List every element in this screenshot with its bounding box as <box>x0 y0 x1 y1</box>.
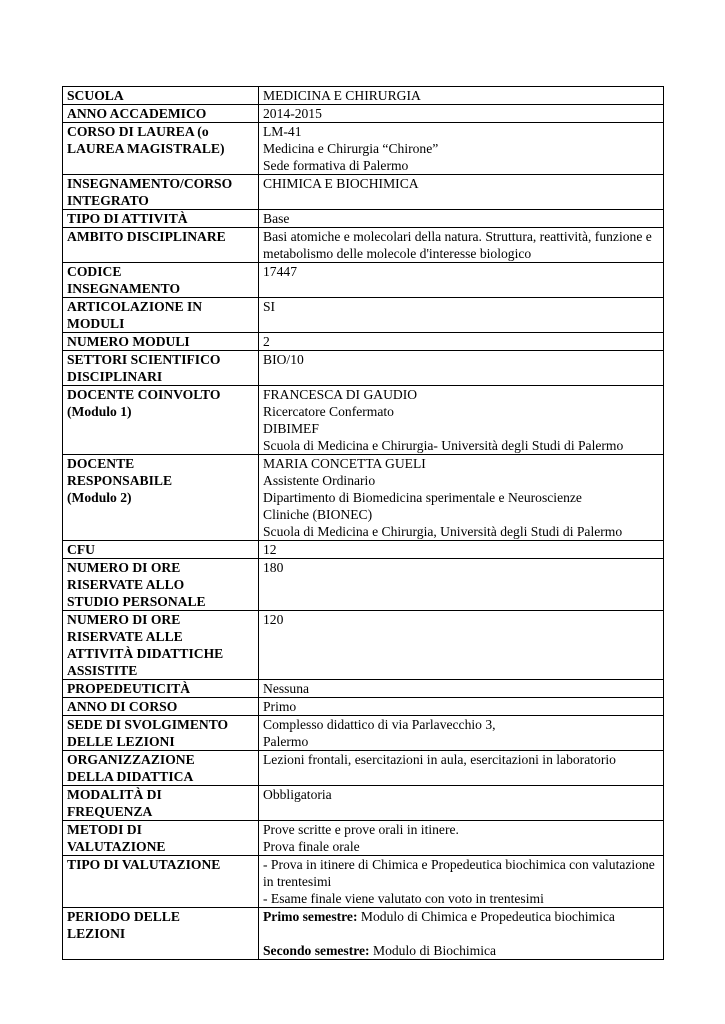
label-line: TIPO DI ATTIVITÀ <box>67 211 188 226</box>
value-line: Palermo <box>263 734 309 749</box>
row-value <box>259 263 664 298</box>
value-line: 120 <box>263 612 284 627</box>
value-line: Scuola di Medicina e Chirurgia, Università degli Studi di Palermo <box>263 524 623 539</box>
table-row <box>63 821 664 856</box>
row-label <box>63 333 259 351</box>
label-line: CFU <box>67 542 95 557</box>
value-line: 12 <box>263 542 277 557</box>
value-line: DIBIMEF <box>263 421 319 436</box>
value-line: 180 <box>263 560 284 575</box>
table-row <box>63 716 664 751</box>
label-line: ASSISTITE <box>67 663 138 678</box>
table-row <box>63 455 664 541</box>
label-line: VALUTAZIONE <box>67 839 166 854</box>
secondo-semestre-text: Modulo di Biochimica <box>369 943 497 958</box>
label-line: LEZIONI <box>67 926 126 941</box>
label-line: SETTORI SCIENTIFICO <box>67 352 221 367</box>
table-row <box>63 333 664 351</box>
label-line: ORGANIZZAZIONE <box>67 752 195 767</box>
row-value <box>259 541 664 559</box>
row-value <box>259 105 664 123</box>
table-row <box>63 123 664 175</box>
table-row <box>63 87 664 105</box>
table-row <box>63 386 664 455</box>
secondo-semestre-key: Secondo semestre: <box>263 943 370 958</box>
label-line: PERIODO DELLE <box>67 909 180 924</box>
value-line: Nessuna <box>263 681 310 696</box>
row-value <box>259 716 664 751</box>
table-row <box>63 210 664 228</box>
row-value <box>259 559 664 611</box>
row-label <box>63 786 259 821</box>
value-line: Prove scritte e prove orali in itinere. <box>263 822 459 837</box>
row-label <box>63 908 259 960</box>
value-line: Sede formativa di Palermo <box>263 158 409 173</box>
value-line: Obbligatoria <box>263 787 332 802</box>
primo-semestre-line <box>263 908 660 925</box>
value-line: Complesso didattico di via Parlavecchio 3, <box>263 717 496 732</box>
course-info-rows <box>63 87 664 908</box>
label-line: CORSO DI LAUREA (o <box>67 124 209 139</box>
table-row <box>63 786 664 821</box>
row-label <box>63 105 259 123</box>
table-row <box>63 298 664 333</box>
value-line: Primo <box>263 699 297 714</box>
label-line: MODULI <box>67 316 125 331</box>
label-line: INSEGNAMENTO <box>67 281 181 296</box>
row-label <box>63 298 259 333</box>
row-value <box>259 611 664 680</box>
value-line: Medicina e Chirurgia “Chirone” <box>263 141 439 156</box>
label-line: ATTIVITÀ DIDATTICHE <box>67 646 224 661</box>
periodo-section <box>63 908 664 960</box>
row-value <box>259 228 664 263</box>
course-info-sheet <box>62 86 663 960</box>
value-line: MARIA CONCETTA GUELI <box>263 456 426 471</box>
row-value <box>259 751 664 786</box>
value-line: Lezioni frontali, esercitazioni in aula, esercitazioni in laboratorio <box>263 752 616 767</box>
row-value <box>259 455 664 541</box>
row-label <box>63 210 259 228</box>
table-row <box>63 856 664 908</box>
label-line: INTEGRATO <box>67 193 149 208</box>
row-label <box>63 856 259 908</box>
row-value <box>259 386 664 455</box>
value-line: 17447 <box>263 264 297 279</box>
course-info-table <box>62 86 664 960</box>
row-value <box>259 821 664 856</box>
row-value <box>259 908 664 960</box>
row-label <box>63 611 259 680</box>
label-line: RISERVATE ALLE <box>67 629 183 644</box>
row-label <box>63 263 259 298</box>
label-line: (Modulo 1) <box>67 404 132 419</box>
label-line: DISCIPLINARI <box>67 369 163 384</box>
row-label <box>63 175 259 210</box>
value-line: FRANCESCA DI GAUDIO <box>263 387 418 402</box>
row-label <box>63 228 259 263</box>
row-periodo-delle-lezioni <box>63 908 664 960</box>
value-line: 2014-2015 <box>263 106 322 121</box>
label-line: LAUREA MAGISTRALE) <box>67 141 225 156</box>
table-row <box>63 698 664 716</box>
value-line: Basi atomiche e molecolari della natura. Struttura, reattività, funzione e metabolismo delle molecole d'interesse biologico <box>263 229 652 261</box>
row-value <box>259 856 664 908</box>
row-label <box>63 87 259 105</box>
row-value <box>259 298 664 333</box>
label-line: DOCENTE COINVOLTO <box>67 387 221 402</box>
secondo-semestre-line <box>263 942 660 959</box>
label-line: TIPO DI VALUTAZIONE <box>67 857 221 872</box>
label-line: NUMERO MODULI <box>67 334 190 349</box>
value-line: MEDICINA E CHIRURGIA <box>263 88 421 103</box>
label-line: DELLA DIDATTICA <box>67 769 194 784</box>
label-line: PROPEDEUTICITÀ <box>67 681 191 696</box>
value-line: CHIMICA E BIOCHIMICA <box>263 176 419 191</box>
table-row <box>63 228 664 263</box>
row-value <box>259 87 664 105</box>
value-line: - Prova in itinere di Chimica e Propedeutica biochimica con valutazione in trentesimi <box>263 857 655 889</box>
value-line: LM-41 <box>263 124 302 139</box>
value-line: BIO/10 <box>263 352 304 367</box>
row-value <box>259 351 664 386</box>
label-line: ARTICOLAZIONE IN <box>67 299 203 314</box>
value-line: Base <box>263 211 290 226</box>
table-row <box>63 611 664 680</box>
row-label <box>63 821 259 856</box>
row-value <box>259 210 664 228</box>
label-line: SEDE DI SVOLGIMENTO <box>67 717 229 732</box>
row-label <box>63 541 259 559</box>
row-value <box>259 786 664 821</box>
label-line: SCUOLA <box>67 88 124 103</box>
label-line: DELLE LEZIONI <box>67 734 175 749</box>
row-label <box>63 751 259 786</box>
value-line: 2 <box>263 334 270 349</box>
label-line: RESPONSABILE <box>67 473 173 488</box>
value-line: Scuola di Medicina e Chirurgia- Università degli Studi di Palermo <box>263 438 624 453</box>
value-line: - Esame finale viene valutato con voto in trentesimi <box>263 891 544 906</box>
label-line: ANNO ACCADEMICO <box>67 106 207 121</box>
primo-semestre-text: Modulo di Chimica e Propedeutica biochimica <box>357 909 615 924</box>
row-value <box>259 333 664 351</box>
primo-semestre-key: Primo semestre: <box>263 909 358 924</box>
label-line: RISERVATE ALLO <box>67 577 185 592</box>
row-label <box>63 716 259 751</box>
row-label <box>63 680 259 698</box>
value-line: Cliniche (BIONEC) <box>263 507 373 522</box>
row-label <box>63 455 259 541</box>
table-row <box>63 541 664 559</box>
value-line: Dipartimento di Biomedicina sperimentale e Neuroscienze <box>263 490 582 505</box>
row-label <box>63 698 259 716</box>
table-row <box>63 559 664 611</box>
value-line: Assistente Ordinario <box>263 473 376 488</box>
row-value <box>259 698 664 716</box>
label-line: CODICE <box>67 264 122 279</box>
value-line: SI <box>263 299 276 314</box>
label-line: DOCENTE <box>67 456 135 471</box>
label-line: MODALITÀ DI <box>67 787 162 802</box>
label-line: NUMERO DI ORE <box>67 612 181 627</box>
table-row <box>63 351 664 386</box>
label-line: INSEGNAMENTO/CORSO <box>67 176 233 191</box>
value-line: Prova finale orale <box>263 839 360 854</box>
label-line: FREQUENZA <box>67 804 153 819</box>
label-line: STUDIO PERSONALE <box>67 594 206 609</box>
label-line: METODI DI <box>67 822 142 837</box>
label-line: ANNO DI CORSO <box>67 699 178 714</box>
table-row <box>63 751 664 786</box>
table-row <box>63 175 664 210</box>
row-value <box>259 175 664 210</box>
table-row <box>63 263 664 298</box>
label-line: AMBITO DISCIPLINARE <box>67 229 226 244</box>
row-label <box>63 386 259 455</box>
label-line: NUMERO DI ORE <box>67 560 181 575</box>
row-value <box>259 680 664 698</box>
label-line: (Modulo 2) <box>67 490 132 505</box>
row-label <box>63 351 259 386</box>
value-line: Ricercatore Confermato <box>263 404 394 419</box>
row-value <box>259 123 664 175</box>
blank-line <box>263 925 660 942</box>
row-label <box>63 123 259 175</box>
row-label <box>63 559 259 611</box>
table-row <box>63 680 664 698</box>
table-row <box>63 105 664 123</box>
